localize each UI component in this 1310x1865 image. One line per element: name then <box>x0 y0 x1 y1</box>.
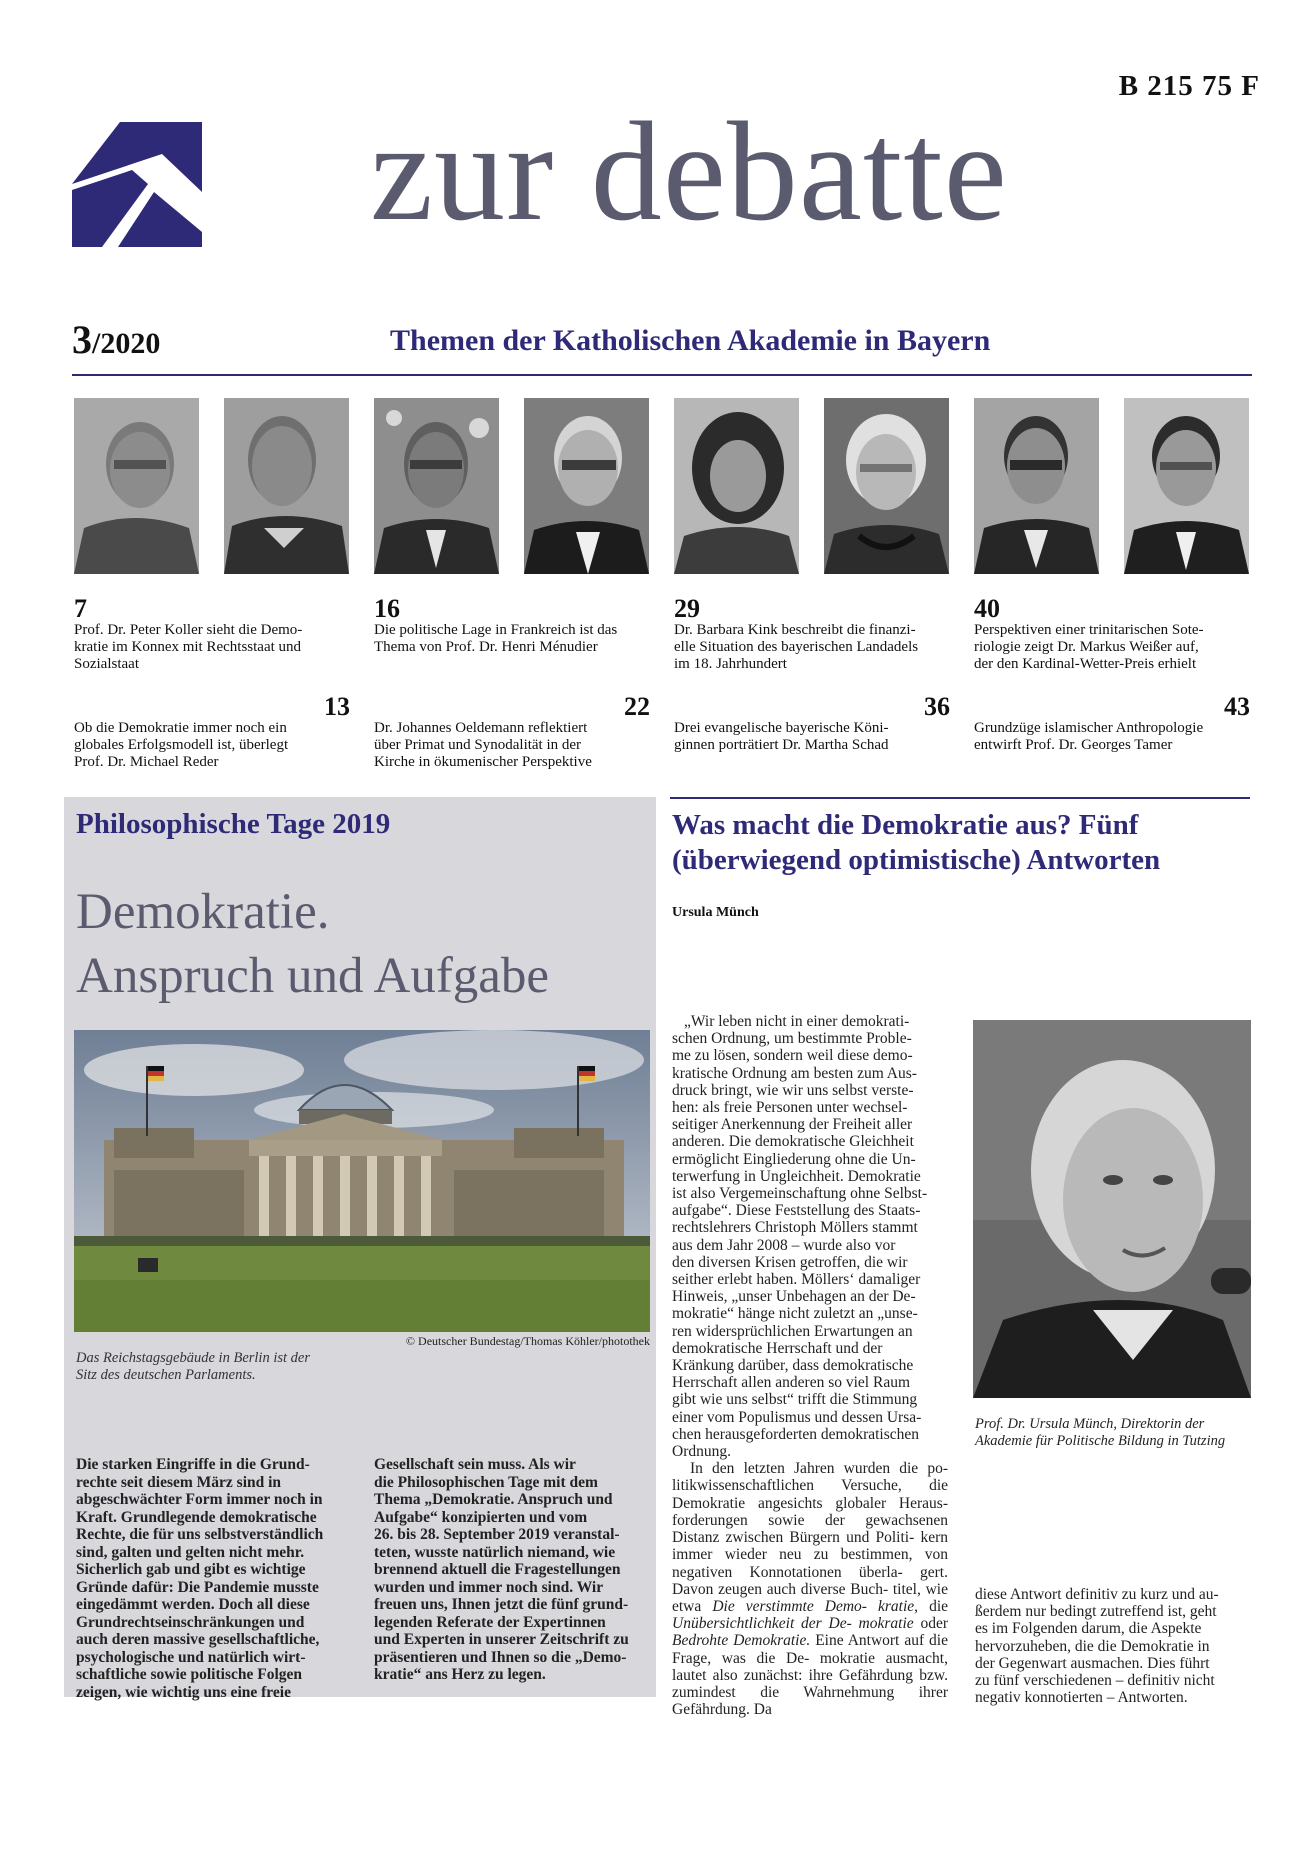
header-rule <box>72 374 1252 376</box>
toc-line: Die politische Lage in Frankreich ist das <box>374 622 618 638</box>
text-line: mokratie“ hänge nicht zuletzt an „unse- <box>672 1305 918 1323</box>
text-line: und Experten in unserer Zeitschrift zu <box>374 1631 629 1648</box>
text-line: Thema „Demokratie. Anspruch und <box>374 1491 613 1508</box>
toc-line: über Primat und Synodalität in der <box>374 737 582 753</box>
text-line: aufgabe“. Diese Feststellung des Staats- <box>672 1202 921 1220</box>
toc-page: 22 <box>624 692 650 721</box>
toc-line: riologie zeigt Dr. Markus Weißer auf, <box>974 639 1199 655</box>
toc-line: entwirft Prof. Dr. Georges Tamer <box>974 737 1173 753</box>
text-line: seitiger Anerkennung der Freiheit aller <box>672 1116 913 1134</box>
portrait-koller <box>74 398 199 574</box>
text-line: Grundrechtseinschränkungen und <box>76 1613 305 1631</box>
text-line: ermöglicht Eingliederung ohne die Un- <box>672 1150 916 1168</box>
text-line: Ordnung. <box>672 1443 731 1461</box>
text-line: 26. bis 28. September 2019 veranstal- <box>374 1526 620 1543</box>
reichstag-photo <box>74 1030 650 1332</box>
text-line: Herrschaft allen anderen so viel Raum <box>672 1374 911 1392</box>
text-line: wurden und immer noch sind. Wir <box>374 1578 604 1596</box>
text-line: schen Ordnung, um bestimmte Proble- <box>672 1030 912 1048</box>
article-rule <box>670 797 1250 799</box>
toc-line: Prof. Dr. Michael Reder <box>74 754 219 770</box>
text-line: freuen uns, Ihnen jetzt die fünf grund- <box>374 1596 629 1613</box>
toc-page: 7 <box>74 594 87 623</box>
text-line: es im Folgenden darum, die Aspekte <box>975 1620 1202 1638</box>
portrait-kink <box>674 398 799 574</box>
portrait-menudier <box>374 398 499 574</box>
text-span: In den letzten Jahren wurden die po- litikwissenschaftlichen Versuche, die Demokratie angesichts globaler Heraus- forderungen sowie der gewachsenen Distanz zwischen Bürgern und Politi- kern immer wieder neu zu bestimmen, von negativen Konnotationen überla- gert. Davon zeugen auch diverse Buch- titel, wie etwa <box>672 1460 948 1615</box>
text-line: Kraft. Grundlegende demokratische <box>76 1508 317 1526</box>
masthead-title: zur debatte <box>370 92 1008 250</box>
toc-line: Ob die Demokratie immer noch ein <box>74 720 287 736</box>
portrait-reder <box>224 398 349 574</box>
text-line: Kränkung darüber, dass demokratische <box>672 1357 914 1375</box>
toc-line: Kirche in ökumenischer Perspektive <box>374 754 592 770</box>
toc-line: Grundzüge islamischer Anthropologie <box>974 720 1204 736</box>
text-line: terwerfung in Ungleichheit. Demokratie <box>672 1167 921 1185</box>
text-line: Hinweis, „unser Unbehagen an der De- <box>672 1288 916 1306</box>
text-line: sind, galten und gelten nicht mehr. <box>76 1543 305 1561</box>
caption-line: Sitz des deutschen Parlaments. <box>76 1367 256 1383</box>
text-line: Sicherlich gab und gibt es wichtige <box>76 1561 306 1578</box>
text-line: druck bringt, wie wir uns selbst verste- <box>672 1081 914 1099</box>
text-line: brennend aktuell die Fragestellungen <box>374 1561 621 1578</box>
feature-title <box>76 880 549 1008</box>
text-line: Gründe dafür: Die Pandemie musste <box>76 1578 319 1596</box>
article-body <box>672 1013 948 1718</box>
feature-column-2 <box>374 1456 654 1684</box>
text-line: zu fünf verschiedenen – definitiv nicht <box>975 1672 1215 1690</box>
toc-entry[interactable] <box>374 694 650 771</box>
photo-caption <box>76 1350 376 1384</box>
feature-title-line: Anspruch und Aufgabe <box>76 948 550 1004</box>
text-span: Eine Antwort auf die Frage, was die De- mokratie ausmacht, lautet also zunächst: ihre Gefährdung bzw. zumindest die Wahrnehmung ihrer Gefährdung. Da <box>672 1632 948 1719</box>
book-title: Die verstimmte Demo- kratie <box>712 1597 915 1615</box>
toc-line: im 18. Jahrhundert <box>674 656 787 672</box>
toc-line: Dr. Barbara Kink beschreibt die finanzi- <box>674 622 916 638</box>
feature-column-1 <box>76 1456 361 1701</box>
text-line: seither erlebt haben. Möllers‘ damaliger <box>672 1271 921 1289</box>
article-paragraph-1 <box>672 1013 948 1460</box>
text-line: demokratische Herrschaft und der <box>672 1339 883 1357</box>
book-title: Bedrohte Demokratie. <box>672 1632 811 1650</box>
portrait-caption: Prof. Dr. Ursula Münch, Direktorin der Akademie für Politische Bildung in Tutzing <box>975 1416 1226 1449</box>
portrait-oeldemann <box>524 398 649 574</box>
toc-page: 36 <box>924 692 950 721</box>
photo-credit: © Deutscher Bundestag/Thomas Köhler/photothek <box>405 1334 650 1348</box>
text-line: anderen. Die demokratische Gleichheit <box>672 1133 914 1151</box>
article-title-line: Was macht die Demokratie aus? Fünf <box>672 809 1139 841</box>
text-line: gibt wie uns selbst“ trifft die Stimmung <box>672 1391 918 1409</box>
portrait-schad <box>824 398 949 574</box>
text-line: der Gegenwart ausmachen. Dies führt <box>975 1654 1210 1672</box>
text-line: kratische Ordnung am besten zum Aus- <box>672 1064 917 1082</box>
masthead-subtitle: Themen der Katholischen Akademie in Bayern <box>390 324 991 357</box>
text-line: abgeschwächter Form immer noch in <box>76 1491 323 1508</box>
text-line: die Philosophischen Tage mit dem <box>374 1473 598 1491</box>
article-title <box>672 808 1252 878</box>
article-author: Ursula Münch <box>672 905 759 920</box>
text-line: rechtslehrers Christoph Möllers stammt <box>672 1219 918 1237</box>
toc-line: Dr. Johannes Oeldemann reflektiert <box>374 720 588 736</box>
issue-num: 3 <box>72 317 92 362</box>
issue-number <box>72 316 160 363</box>
text-line: zeigen, wie wichtig uns eine freie <box>76 1683 291 1701</box>
toc-line: Perspektiven einer trinitarischen Sote- <box>974 622 1204 638</box>
toc-entry[interactable] <box>674 596 964 673</box>
text-line: rechte seit diesem März sind in <box>76 1473 282 1491</box>
text-line: teten, wusste natürlich niemand, wie <box>374 1543 616 1561</box>
caption-line: Das Reichstagsgebäude in Berlin ist der <box>76 1350 310 1366</box>
toc-page: 40 <box>974 594 1000 623</box>
text-line: kratie“ ans Herz zu legen. <box>374 1666 546 1683</box>
text-line: auch deren massive gesellschaftliche, <box>76 1631 320 1648</box>
feature-title-line: Demokratie. <box>76 884 330 940</box>
text-line: negativ konnotierten – Antworten. <box>975 1689 1188 1707</box>
toc-line: Prof. Dr. Peter Koller sieht die Demo- <box>74 622 303 638</box>
text-line: ist also Vergemeinschaftung ohne Selbst- <box>672 1185 928 1203</box>
text-line: eingedämmt werden. Doch all diese <box>76 1596 310 1613</box>
toc-line: Sozialstaat <box>74 656 139 672</box>
toc-page: 29 <box>674 594 700 623</box>
toc-line: elle Situation des bayerischen Landadels <box>674 639 919 655</box>
toc-entry[interactable] <box>974 694 1250 754</box>
text-line: Aufgabe“ konzipierten und vom <box>374 1508 588 1526</box>
book-title: Unübersichtlichkeit der De- mokratie <box>672 1615 914 1633</box>
toc-page: 43 <box>1224 692 1250 721</box>
text-line: Rechte, die für uns selbstverständlich <box>76 1526 324 1543</box>
text-line: aus dem Jahr 2008 – wurde also vor <box>672 1236 896 1254</box>
toc-entry[interactable] <box>74 596 364 673</box>
article-column-3 <box>975 1586 1251 1706</box>
toc-line: kratie im Konnex mit Rechtsstaat und <box>74 639 302 655</box>
toc-line: globales Erfolgsmodell ist, überlegt <box>74 737 289 753</box>
text-line: psychologische und natürlich wirt- <box>76 1648 306 1666</box>
text-line: diese Antwort definitiv zu kurz und au- <box>975 1586 1219 1603</box>
text-line: legenden Referate der Expertinnen <box>374 1613 606 1631</box>
toc-entry[interactable] <box>374 596 664 656</box>
toc-page: 16 <box>374 594 400 623</box>
issue-year: /2020 <box>92 327 161 360</box>
portrait-weisser <box>974 398 1099 574</box>
toc-entry[interactable] <box>974 596 1264 673</box>
portrait-tamer <box>1124 398 1249 574</box>
text-line: hervorzuheben, die die Demokratie in <box>975 1637 1210 1655</box>
text-span: oder <box>920 1615 948 1633</box>
toc-line: der den Kardinal-Wetter-Preis erhielt <box>974 656 1197 672</box>
article-paragraph-2 <box>672 1460 948 1718</box>
text-line: schaftliche sowie politische Folgen <box>76 1666 303 1683</box>
text-line: präsentieren und Ihnen so die „Demo- <box>374 1648 627 1666</box>
text-span: , die <box>914 1597 949 1615</box>
article-title-line: (überwiegend optimistische) Antworten <box>672 844 1161 876</box>
issn-code: B 215 75 F <box>1118 70 1260 102</box>
portrait-muench-photo <box>973 1020 1251 1398</box>
text-line: ren widersprüchlichen Erwartungen an <box>672 1322 913 1340</box>
toc-line: Thema von Prof. Dr. Henri Ménudier <box>374 639 598 655</box>
text-line: chen herausgeforderten demokratischen <box>672 1425 920 1443</box>
toc-entry[interactable] <box>74 694 350 771</box>
toc-line: ginnen porträtiert Dr. Martha Schad <box>674 737 889 753</box>
toc-line: Drei evangelische bayerische Köni- <box>674 720 889 736</box>
text-line: hen: als freie Personen unter wechsel- <box>672 1099 908 1117</box>
text-line: Die starken Eingriffe in die Grund- <box>76 1456 310 1473</box>
text-line: Gesellschaft sein muss. Als wir <box>374 1456 576 1473</box>
text-line: den diversen Krisen getroffen, die wir <box>672 1253 908 1271</box>
toc-entry[interactable] <box>674 694 950 754</box>
text-line: me zu lösen, sondern weil diese demo- <box>672 1047 913 1065</box>
text-line: einer vom Populismus und dessen Ursa- <box>672 1408 922 1426</box>
text-line: ßerdem nur bedingt zutreffend ist, geht <box>975 1603 1217 1621</box>
toc-page: 13 <box>324 692 350 721</box>
akademie-logo <box>72 122 202 247</box>
feature-kicker: Philosophische Tage 2019 <box>76 808 391 840</box>
text-line: „Wir leben nicht in einer demokrati- <box>684 1013 910 1030</box>
